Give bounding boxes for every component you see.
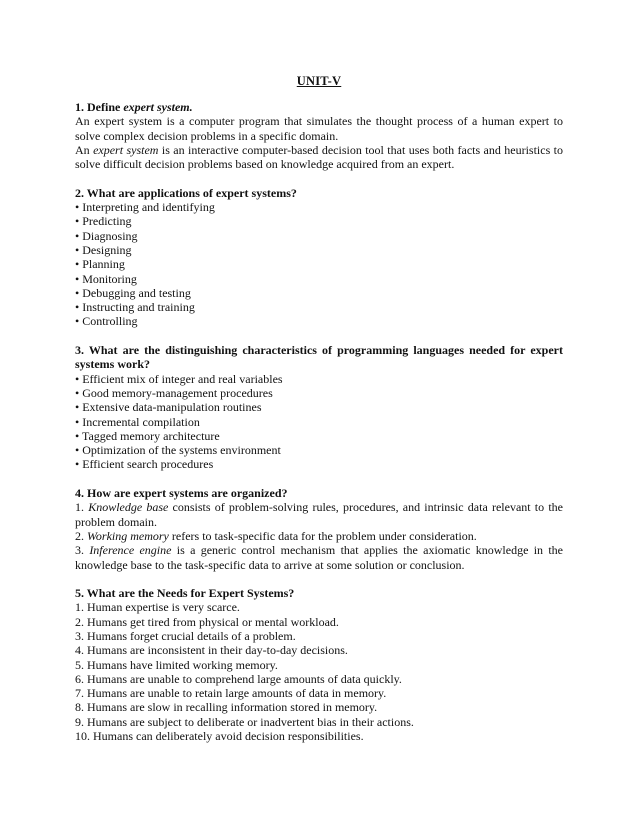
applications-list [75,200,563,329]
list-item: 7. Humans are unable to retain large amounts of data in memory. [75,686,387,701]
list-item: • Incremental compilation [75,414,200,429]
section-4 [75,486,563,572]
question-1-prefix: 1. Define [75,100,124,114]
document-body [75,100,563,758]
list-item: 10. Humans can deliberately avoid decision responsibilities. [75,729,364,744]
answer-4-p1-prefix: 1. [75,500,89,515]
list-item: • Planning [75,257,125,272]
list-item: • Extensive data-manipulation routines [75,400,262,415]
list-item: • Monitoring [75,271,137,286]
question-3-line-1: 3. What are the distinguishing characteristics of programming languages needed for expert [75,343,563,358]
answer-1-paragraph-2 [75,143,563,172]
answer-1-p2-rest: is an interactive computer-based decision tool that uses both facts and heuristics to solve difficult decision problems based on knowledge acquired from an expert. [75,142,563,172]
needs-list [75,600,563,743]
list-item: 8. Humans are slow in recalling information stored in memory. [75,700,378,715]
list-item: 3. Humans forget crucial details of a problem. [75,628,296,643]
list-item: • Instructing and training [75,300,195,315]
list-item: • Debugging and testing [75,285,191,300]
list-item: 2. Humans get tired from physical or mental workload. [75,614,339,629]
answer-4-p2-prefix: 2. [75,528,87,543]
list-item: • Designing [75,242,132,257]
list-item: • Controlling [75,314,138,329]
list-item: • Efficient search procedures [75,457,214,472]
answer-4-p1-rest: consists of problem-solving rules, procedures, and intrinsic data relevant to the problem domain. [75,500,563,529]
answer-4-p2-rest: refers to task-specific data for the problem under consideration. [168,528,477,543]
section-5 [75,586,563,743]
answer-4-paragraph-2 [75,529,563,543]
answer-4-p3-rest: is a generic control mechanism that applies the axiomatic knowledge in the knowledge base to the task-specific data to arrive at some solution or conclusion. [75,543,563,572]
list-item: • Optimization of the systems environment [75,443,281,458]
list-item: 5. Humans have limited working memory. [75,657,278,672]
answer-4-p2-term: Working memory [87,528,169,543]
list-item: • Predicting [75,214,132,229]
list-item: • Good memory-management procedures [75,385,273,400]
section-1 [75,100,563,171]
page-title: UNIT-V [296,74,342,88]
list-item: 9. Humans are subject to deliberate or inadvertent bias in their actions. [75,714,414,729]
section-2 [75,186,563,329]
section-3 [75,343,563,472]
list-item: 4. Humans are inconsistent in their day-to-day decisions. [75,643,348,658]
answer-4-p3-term: Inference engine [89,543,172,558]
question-3-line-2: systems work? [75,357,150,372]
list-item: • Tagged memory architecture [75,428,220,443]
list-item: 6. Humans are unable to comprehend large amounts of data quickly. [75,671,402,686]
list-item: • Efficient mix of integer and real variables [75,371,283,386]
list-item: • Interpreting and identifying [75,200,215,215]
question-1-heading [75,100,563,114]
answer-1-p2-term: expert system [93,142,159,157]
answer-4-paragraph-3 [75,543,563,572]
answer-1-p2-prefix: An [75,142,94,157]
list-item: • Diagnosing [75,228,138,243]
answer-4-p1-term: Knowledge base [88,500,169,515]
question-3-heading [75,343,563,372]
answer-1-paragraph-1: An expert system is a computer program that simulates the thought process of a human expert to solve complex decision problems in a specific domain. [75,114,563,143]
question-1-term: expert system. [123,100,193,114]
question-5-heading: 5. What are the Needs for Expert Systems? [75,586,295,601]
question-4-heading: 4. How are expert systems are organized? [75,486,288,501]
characteristics-list [75,372,563,472]
answer-4-paragraph-1 [75,500,563,529]
question-2-heading: 2. What are applications of expert systems? [75,185,297,200]
list-item: 1. Human expertise is very scarce. [75,600,240,615]
answer-4-p3-prefix: 3. [75,543,90,558]
